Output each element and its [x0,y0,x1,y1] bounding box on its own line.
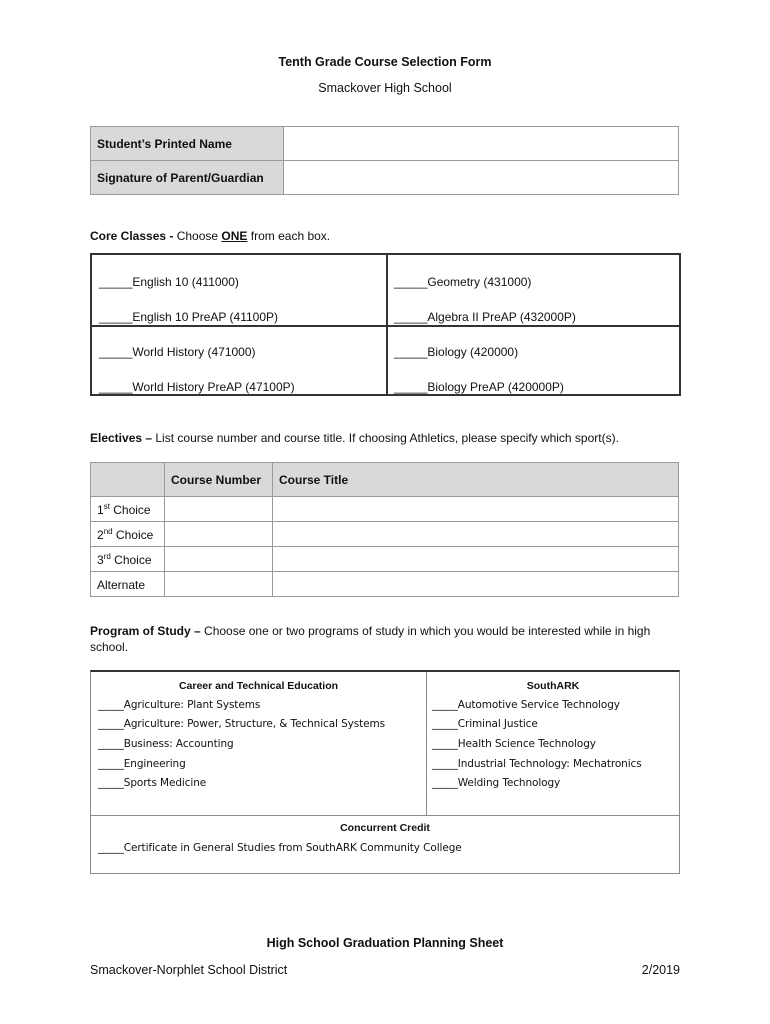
course-number-cell[interactable] [165,522,273,547]
core-heading-pre: Choose [173,229,222,243]
signature-label: Signature of Parent/Guardian [91,161,284,195]
southark-option[interactable]: _____Automotive Service Technology [432,699,620,711]
school-name: Smackover High School [318,81,452,95]
electives-heading-bold: Electives – [90,431,153,445]
table-row [91,161,679,195]
course-title-cell[interactable] [273,572,679,597]
table-row [91,522,679,547]
core-classes-heading [90,229,330,243]
program-of-study-box [90,670,680,874]
signature-field[interactable] [284,161,679,195]
concurrent-option[interactable]: _____Certificate in General Studies from SouthARK Community College [98,842,462,854]
course-number-cell[interactable] [165,572,273,597]
course-number-cell[interactable] [165,547,273,572]
southark-title: SouthARK [526,680,580,692]
program-heading-bold: Program of Study – [90,624,201,638]
table-row [91,463,679,497]
footer-date: 2/2019 [641,963,680,977]
printed-name-label: Student’s Printed Name [91,127,284,161]
footer-district: Smackover-Norphlet School District [90,963,288,977]
southark-option[interactable]: _____Industrial Technology: Mechatronics [432,758,642,770]
electives-heading [90,431,619,445]
table-row [91,572,679,597]
table-row [91,127,679,161]
cte-option[interactable]: _____Agriculture: Plant Systems [98,699,261,711]
core-option[interactable]: _____Algebra II PreAP (432000P) [394,310,576,324]
core-divider-horizontal [92,325,679,327]
concurrent-credit-title: Concurrent Credit [340,822,430,834]
footer-title: High School Graduation Planning Sheet [266,936,504,950]
electives-header-blank [91,463,165,497]
page-title: Tenth Grade Course Selection Form [278,55,492,69]
choice-label: 3rd Choice [91,547,165,572]
choice-label: 1st Choice [91,497,165,522]
program-divider-horizontal [91,815,679,816]
southark-option[interactable]: _____Health Science Technology [432,738,596,750]
core-option[interactable]: _____Biology PreAP (420000P) [394,380,564,394]
choice-label: Alternate [91,572,165,597]
printed-name-field[interactable] [284,127,679,161]
core-option[interactable]: _____Biology (420000) [394,345,519,359]
course-title-cell[interactable] [273,497,679,522]
program-divider-vertical [426,672,427,815]
table-row [91,547,679,572]
program-of-study-heading [90,623,660,655]
core-heading-bold: Core Classes - [90,229,174,243]
core-option[interactable]: _____English 10 (411000) [99,275,239,289]
core-option[interactable]: _____English 10 PreAP (41100P) [99,310,279,324]
cte-option[interactable]: _____Sports Medicine [98,777,207,789]
southark-option[interactable]: _____Criminal Justice [432,718,538,730]
choice-label: 2nd Choice [91,522,165,547]
course-number-cell[interactable] [165,497,273,522]
core-option[interactable]: _____World History PreAP (47100P) [99,380,295,394]
southark-option[interactable]: _____Welding Technology [432,777,561,789]
cte-title: Career and Technical Education [178,680,339,692]
course-title-cell[interactable] [273,522,679,547]
core-option[interactable]: _____World History (471000) [99,345,256,359]
table-row [91,497,679,522]
program-heading-text: Choose one or two programs of study in which you would be interested while in high school. [90,624,651,654]
core-heading-post: from each box. [247,229,331,243]
cte-option[interactable]: _____Engineering [98,758,186,770]
course-title-cell[interactable] [273,547,679,572]
course-number-header: Course Number [165,463,273,497]
core-heading-emph: ONE [221,229,248,243]
core-option[interactable]: _____Geometry (431000) [394,275,532,289]
student-info-table [90,126,679,195]
electives-heading-text: List course number and course title. If choosing Athletics, please specify which sport(s). [152,431,619,445]
core-classes-box [90,253,681,396]
cte-option[interactable]: _____Business: Accounting [98,738,234,750]
course-title-header: Course Title [273,463,679,497]
electives-table [90,462,679,597]
cte-option[interactable]: _____Agriculture: Power, Structure, & Technical Systems [98,718,386,730]
